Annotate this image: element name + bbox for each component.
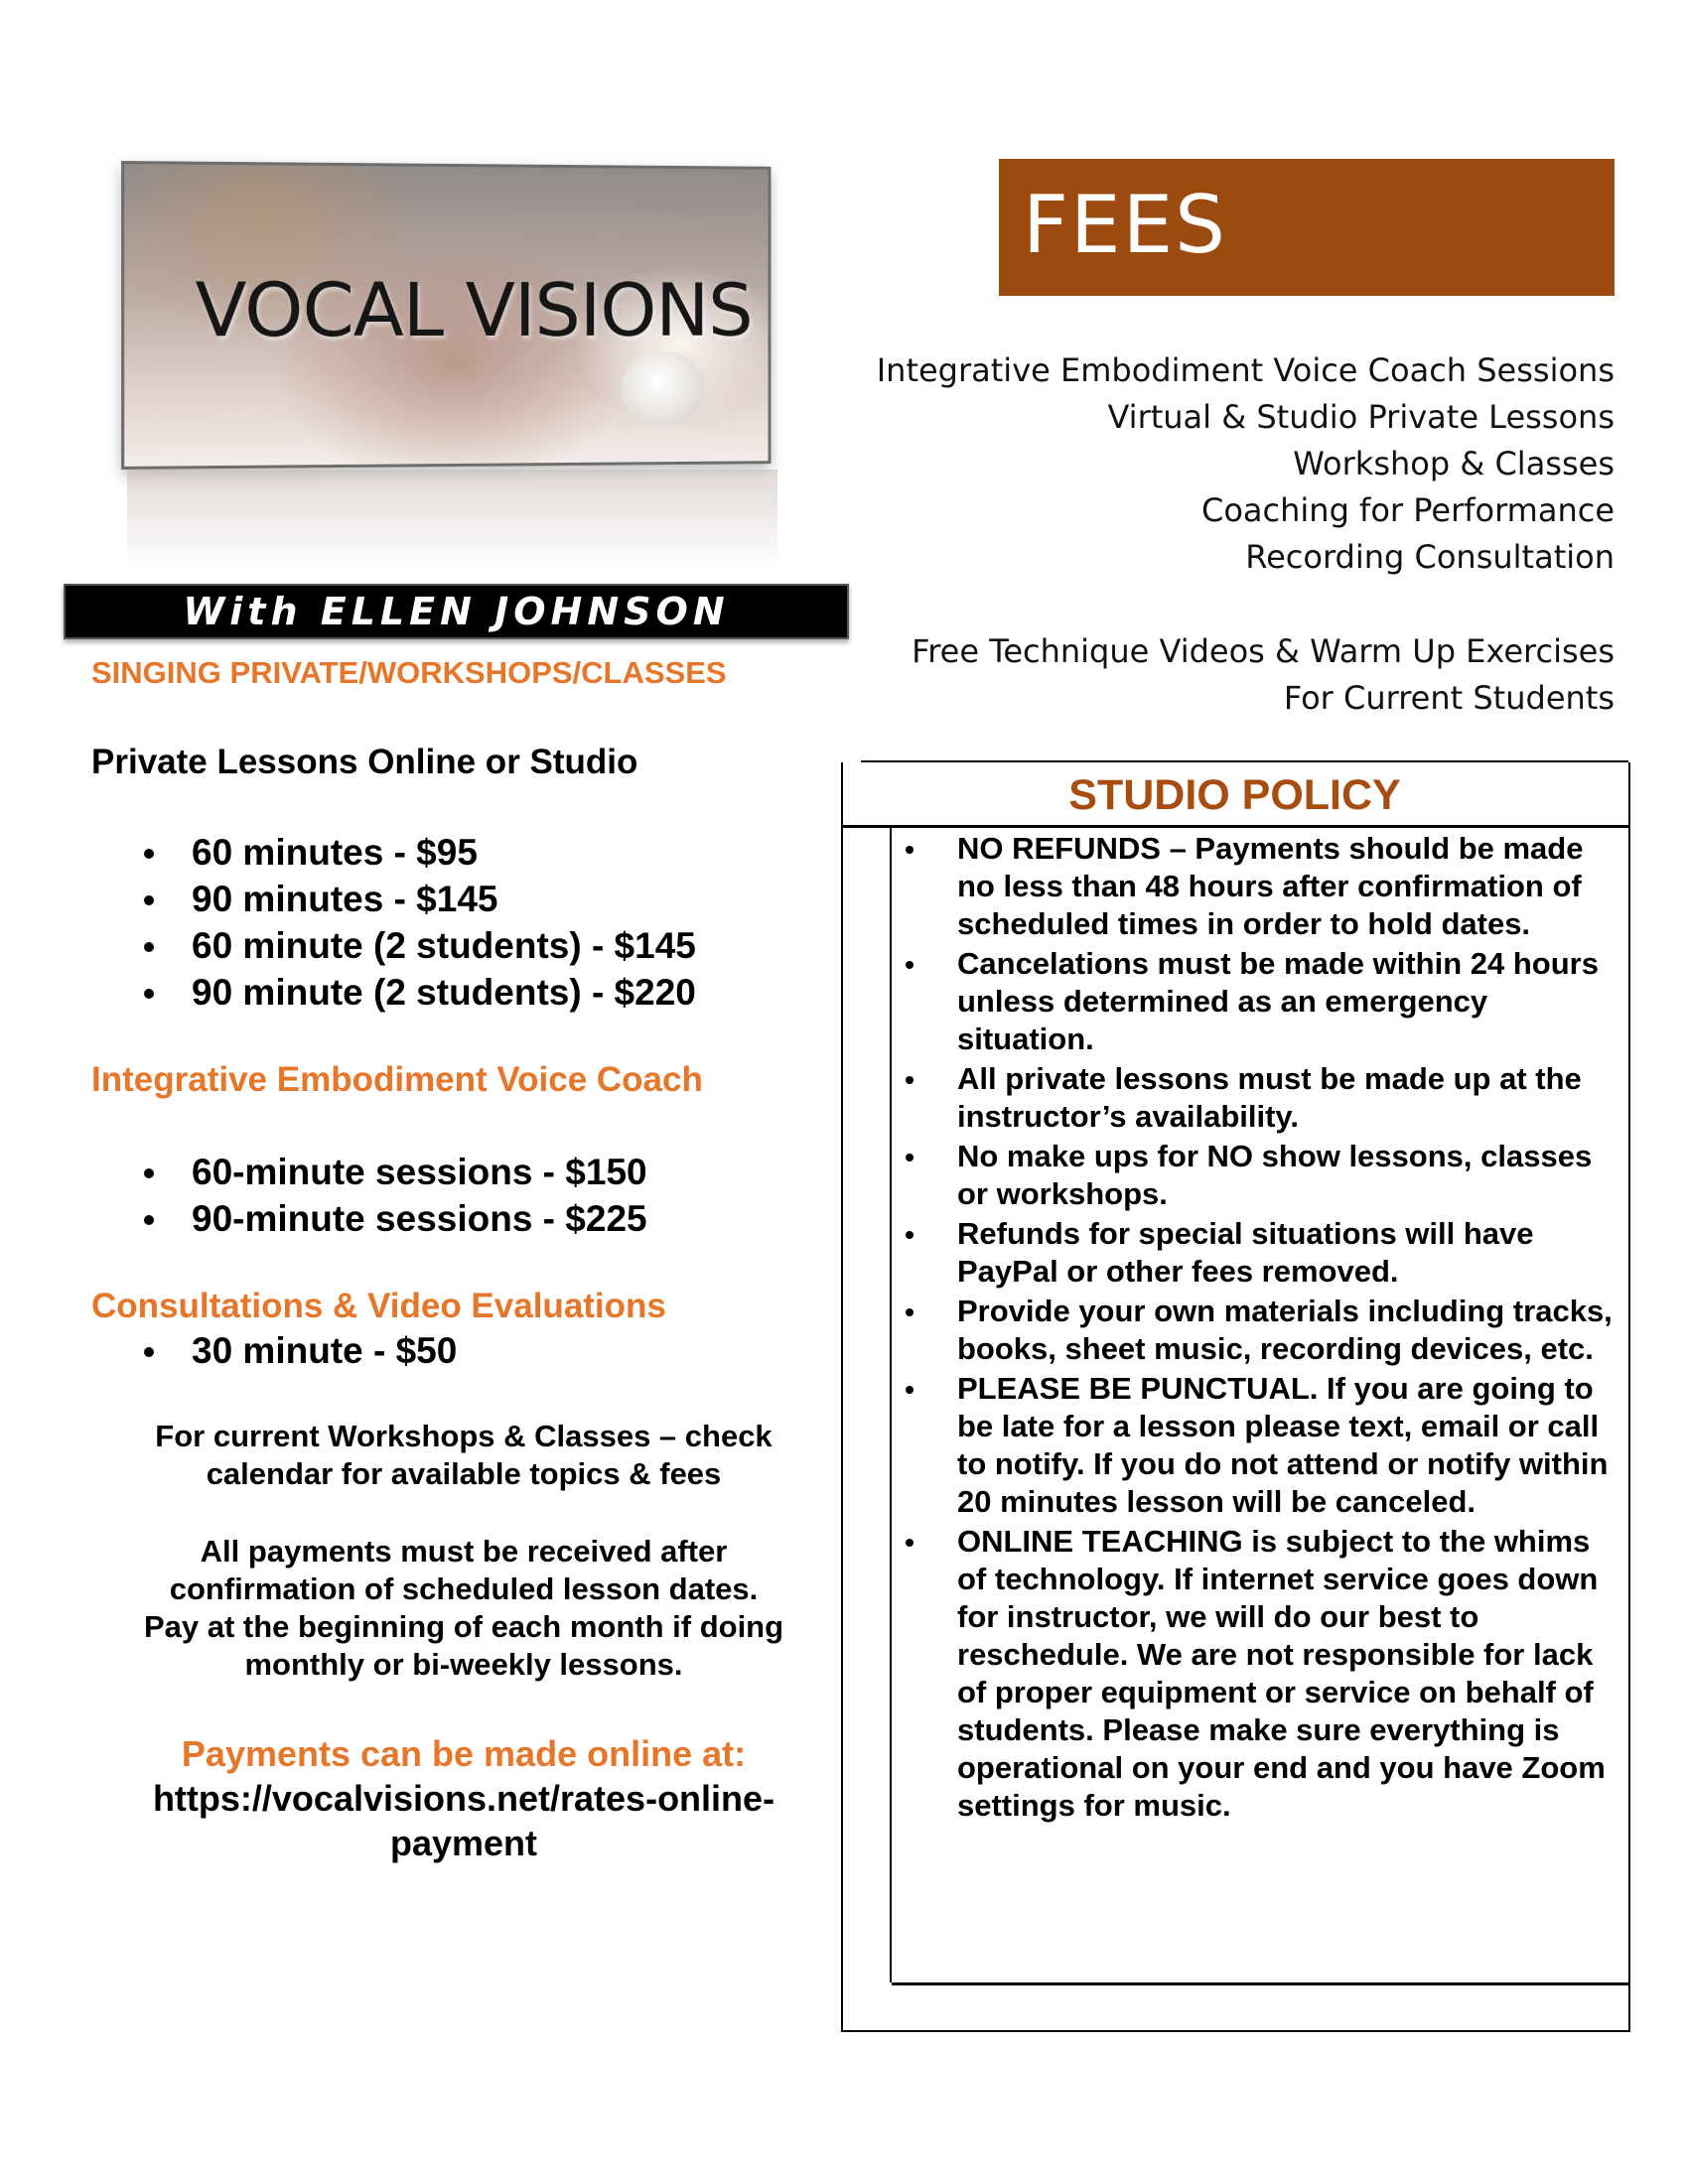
bullet-icon <box>906 1154 914 1161</box>
vocal-visions-logo <box>127 164 787 571</box>
list-item: 90 minute (2 students) - $220 <box>144 969 696 1016</box>
free-resources-line: Free Technique Videos & Warm Up Exercises <box>912 632 1615 670</box>
service-item: Coaching for Performance <box>1200 491 1615 529</box>
service-item: Workshop & Classes <box>1293 445 1615 482</box>
byline-banner: With ELLEN JOHNSON <box>64 584 849 639</box>
logo-image <box>121 161 771 470</box>
logo-reflection <box>127 470 777 569</box>
policy-item: Cancelations must be made within 24 hours unless determined as an emergency situation. <box>906 945 1616 1058</box>
service-item: Integrative Embodiment Voice Coach Sessions <box>876 351 1615 389</box>
list-item: 30 minute - $50 <box>144 1327 457 1374</box>
list-item: 90 minutes - $145 <box>144 876 696 922</box>
fees-banner <box>999 159 1615 296</box>
bullet-icon <box>144 849 154 859</box>
divider <box>892 1982 1628 1985</box>
microphone-graphic <box>622 351 704 425</box>
list-item: 60-minute sessions - $150 <box>144 1149 647 1195</box>
fees-title: FEES <box>1023 179 1227 271</box>
workshops-note: For current Workshops & Classes – check calendar for available topics & fees <box>155 1419 773 1491</box>
studio-policy-list <box>906 830 1616 1827</box>
payments-note: All payments must be received after confirmation of scheduled lesson dates. Pay at the beginning of each month if doing monthly or bi-weekly lessons. <box>143 1534 784 1682</box>
free-resources-line: For Current Students <box>1283 679 1615 717</box>
bullet-icon <box>144 895 154 905</box>
bullet-icon <box>906 1539 914 1547</box>
policy-item: NO REFUNDS – Payments should be made no less than 48 hours after confirmation of scheduled times in order to hold dates. <box>906 830 1616 943</box>
subtitle: SINGING PRIVATE/WORKSHOPS/CLASSES <box>91 655 727 690</box>
voice-coach-list <box>144 1149 647 1242</box>
bullet-icon <box>906 961 914 969</box>
list-item: 60 minute (2 students) - $145 <box>144 922 696 969</box>
policy-item: Provide your own materials including tracks, books, sheet music, recording devices, etc. <box>906 1293 1616 1368</box>
services-list <box>877 347 1615 581</box>
bullet-icon <box>906 1231 914 1239</box>
service-item: Virtual & Studio Private Lessons <box>1107 398 1615 436</box>
studio-policy-title: STUDIO POLICY <box>841 762 1628 828</box>
divider <box>890 827 892 1982</box>
policy-item: ONLINE TEACHING is subject to the whims of technology. If internet service goes down for instructor, we will do our best to reschedule. We are not responsible for lack of proper equipment or service on behalf of students. Please make sure everything is operational on your end and you have Zoom settings for music. <box>906 1523 1616 1825</box>
private-lessons-list <box>144 829 696 1016</box>
free-resources <box>912 628 1615 722</box>
bullet-icon <box>906 1076 914 1084</box>
list-item: 60 minutes - $95 <box>144 829 696 876</box>
consultations-list <box>144 1327 457 1374</box>
bullet-icon <box>144 942 154 952</box>
policy-item: All private lessons must be made up at the instructor’s availability. <box>906 1060 1616 1136</box>
logo-title: VOCAL VISIONS <box>195 267 753 354</box>
payment-online <box>91 1731 836 1865</box>
payment-online-label: Payments can be made online at: <box>181 1733 747 1774</box>
private-lessons-heading: Private Lessons Online or Studio <box>91 743 638 781</box>
bullet-icon <box>144 1347 154 1357</box>
consultations-heading: Consultations & Video Evaluations <box>91 1287 666 1325</box>
policy-item: No make ups for NO show lessons, classes or workshops. <box>906 1138 1616 1213</box>
policy-item: Refunds for special situations will have PayPal or other fees removed. <box>906 1215 1616 1291</box>
bullet-icon <box>906 1386 914 1394</box>
policy-item: PLEASE BE PUNCTUAL. If you are going to be late for a lesson please text, email or call to notify. If you do not attend or notify within 20 minutes lesson will be canceled. <box>906 1370 1616 1521</box>
bullet-icon <box>906 1308 914 1316</box>
payment-url-line1[interactable]: https://vocalvisions.net/rates-online- <box>152 1778 775 1819</box>
bullet-icon <box>144 1168 154 1178</box>
bullet-icon <box>144 989 154 999</box>
bullet-icon <box>144 1215 154 1225</box>
bullet-icon <box>906 846 914 854</box>
service-item: Recording Consultation <box>1245 538 1615 576</box>
list-item: 90-minute sessions - $225 <box>144 1195 647 1242</box>
payment-url-line2[interactable]: payment <box>389 1823 538 1863</box>
voice-coach-heading: Integrative Embodiment Voice Coach <box>91 1060 703 1099</box>
